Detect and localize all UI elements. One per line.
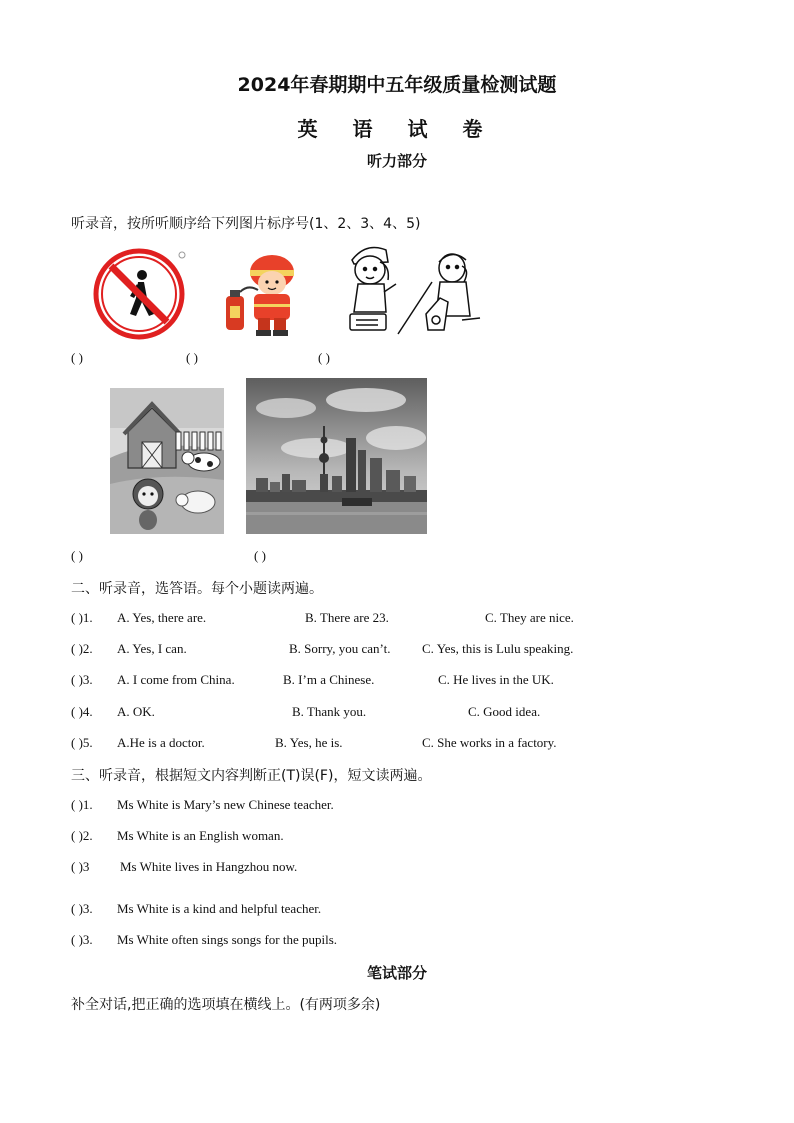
- q2-2-option-a: A. Yes, I can.: [117, 641, 187, 656]
- q2-2-number[interactable]: ( )2.: [71, 641, 93, 656]
- q2-4-number[interactable]: ( )4.: [71, 704, 93, 719]
- q3-5-text: Ms White often sings songs for the pupils.: [117, 932, 338, 947]
- written-heading: 笔试部分: [366, 964, 427, 982]
- phone-call-image: [344, 240, 482, 340]
- q2-1-option-a: A. Yes, there are.: [117, 610, 207, 625]
- q2-2-option-c: C. Yes, this is Lulu speaking.: [422, 641, 574, 656]
- answer-blank-5[interactable]: ( ): [254, 548, 266, 563]
- q2-3-option-a: A. I come from China.: [117, 672, 235, 687]
- written-instruction: 补全对话,把正确的选项填在横线上。(有两项多余): [71, 997, 381, 1013]
- q3-1-text: Ms White is Mary’s new Chinese teacher.: [117, 797, 334, 812]
- q2-3-option-b: B. I’m a Chinese.: [283, 672, 375, 687]
- answer-blank-3[interactable]: ( ): [318, 350, 330, 365]
- answer-blank-4[interactable]: ( ): [71, 548, 83, 563]
- q2-1-option-b: B. There are 23.: [305, 610, 389, 625]
- page-subtitle: 英 语 试 卷: [297, 117, 497, 141]
- q2-4-option-a: A. OK.: [117, 704, 155, 719]
- q2-3-number[interactable]: ( )3.: [71, 672, 93, 687]
- q3-3-text: Ms White lives in Hangzhou now.: [120, 859, 298, 874]
- q3-3-number[interactable]: ( )3: [71, 859, 90, 874]
- section2-instruction: 二、听录音，选答语。每个小题读两遍。: [71, 581, 323, 597]
- q3-2-text: Ms White is an English woman.: [117, 828, 284, 843]
- answer-blank-2[interactable]: ( ): [186, 350, 198, 365]
- q3-5-number[interactable]: ( )3.: [71, 932, 93, 947]
- q2-5-number[interactable]: ( )5.: [71, 735, 93, 750]
- q2-4-option-b: B. Thank you.: [292, 704, 367, 719]
- section1-instruction: 听录音，按所听顺序给下列图片标序号(1、2、3、4、5): [71, 216, 421, 232]
- city-skyline-image: [246, 378, 427, 534]
- q2-5-option-c: C. She works in a factory.: [422, 735, 557, 750]
- q2-3-option-c: C. He lives in the UK.: [438, 672, 554, 687]
- listening-heading: 听力部分: [366, 152, 427, 170]
- firefighter-image: [218, 250, 302, 338]
- answer-blank-1[interactable]: ( ): [71, 350, 83, 365]
- q3-4-number[interactable]: ( )3.: [71, 901, 93, 916]
- q2-5-option-b: B. Yes, he is.: [275, 735, 343, 750]
- section3-instruction: 三、听录音，根据短文内容判断正(T)误(F)，短文读两遍。: [71, 768, 432, 784]
- q2-4-option-c: C. Good idea.: [468, 704, 541, 719]
- q3-1-number[interactable]: ( )1.: [71, 797, 93, 812]
- q2-1-number[interactable]: ( )1.: [71, 610, 93, 625]
- q3-4-text: Ms White is a kind and helpful teacher.: [117, 901, 322, 916]
- q2-5-option-a: A.He is a doctor.: [117, 735, 205, 750]
- page-title: 2024年春期期中五年级质量检测试题: [237, 74, 557, 96]
- no-walking-sign-image: [92, 248, 190, 340]
- q2-1-option-c: C. They are nice.: [485, 610, 574, 625]
- farm-image: [110, 388, 224, 534]
- q2-2-option-b: B. Sorry, you can’t.: [289, 641, 391, 656]
- q3-2-number[interactable]: ( )2.: [71, 828, 93, 843]
